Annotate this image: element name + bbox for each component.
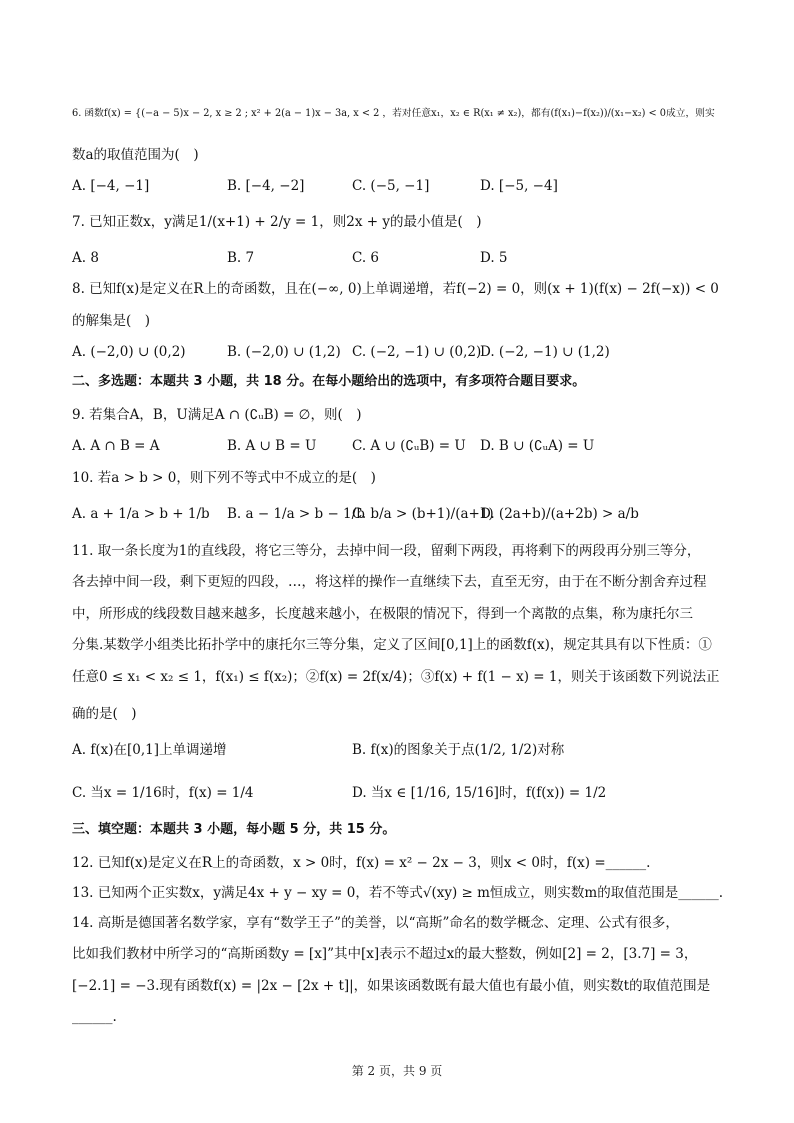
q14-line1: 14. 高斯是德国著名数学家，享有“数学王子”的美誉，以“高斯”命名的数学概念、定理、公式有很多， (72, 915, 679, 931)
q9-option-d: D. B ∪ (∁ᵤA) = U (480, 438, 595, 454)
q12-line: 12. 已知f(x)是定义在R上的奇函数，x > 0时，f(x) = x² − 2x − 3，则x < 0时，f(x) =______. (72, 855, 651, 871)
q9-option-b: B. A ∪ B = U (227, 438, 317, 454)
q14-line2: 比如我们教材中所学习的“高斯函数y = [x]”其中[x]表示不超过x的最大整数，例如[2] = 2，[3.7] = 3， (72, 946, 698, 962)
q14-line4: ______. (72, 1009, 117, 1025)
q10-option-b: B. a − 1/a > b − 1/b (227, 506, 365, 522)
q14-line3: [−2.1] = −3.现有函数f(x) = |2x − [2x + t]|，如果该函数既有最大值也有最小值，则实数t的取值范围是 (72, 978, 711, 994)
q13-line: 13. 已知两个正实数x，y满足4x + y − xy = 0，若不等式√(xy) ≥ m恒成立，则实数m的取值范围是______. (72, 885, 724, 901)
q7-option-a: A. 8 (72, 250, 99, 266)
q7-option-d: D. 5 (480, 250, 508, 266)
q11-option-d: D. 当x ∈ [1/16, 15/16]时，f(f(x)) = 1/2 (352, 785, 607, 801)
q6-option-d: D. [−5, −4] (480, 178, 558, 194)
q6-line2: 数a的取值范围为( ) (72, 147, 199, 163)
q7-option-c: C. 6 (352, 250, 380, 266)
q11-option-a: A. f(x)在[0,1]上单调递增 (72, 742, 227, 758)
q11-line2: 各去掉中间一段，剩下更短的四段，…，将这样的操作一直继续下去，直至无穷，由于在不断分割舍弃过程 (72, 574, 707, 590)
q11-line4: 分集.某数学小组类比拓扑学中的康托尔三等分集，定义了区间[0,1]上的函数f(x)，规定其具有以下性质：① (72, 637, 712, 653)
q8-line2: 的解集是( ) (72, 313, 151, 329)
q10-line1: 10. 若a > b > 0，则下列不等式中不成立的是( ) (72, 470, 376, 486)
q6-option-a: A. [−4, −1] (72, 178, 150, 194)
q8-option-d: D. (−2, −1) ∪ (1,2) (480, 344, 610, 360)
q9-line1: 9. 若集合A，B，U满足A ∩ (∁ᵤB) = ∅，则( ) (72, 407, 362, 423)
q11-line5: 任意0 ≤ x₁ < x₂ ≤ 1，f(x₁) ≤ f(x₂)；②f(x) = 2f(x/4)；③f(x) + f(1 − x) = 1，则关于该函数下列说法正 (72, 669, 720, 685)
q8-line1: 8. 已知f(x)是定义在R上的奇函数，且在(−∞, 0)上单调递增，若f(−2) = 0，则(x + 1)(f(x) − 2f(−x)) < 0 (72, 281, 719, 297)
section-3-heading: 三、填空题：本题共 3 小题，每小题 5 分，共 15 分。 (72, 822, 396, 837)
q11-line3: 中，所形成的线段数目越来越多，长度越来越小，在极限的情况下，得到一个离散的点集，称为康托尔三 (72, 606, 693, 622)
q11-line6: 确的是( ) (72, 706, 137, 722)
q10-option-c: C. b/a > (b+1)/(a+1) (352, 506, 494, 522)
q10-option-a: A. a + 1/a > b + 1/b (72, 506, 210, 522)
section-2-heading: 二、多选题：本题共 3 小题，共 18 分。在每小题给出的选项中，有多项符合题目要求。 (72, 374, 586, 389)
q11-option-b: B. f(x)的图象关于点(1/2, 1/2)对称 (352, 742, 565, 758)
q8-option-b: B. (−2,0) ∪ (1,2) (227, 344, 341, 360)
q8-option-c: C. (−2, −1) ∪ (0,2) (352, 344, 482, 360)
q9-option-a: A. A ∩ B = A (72, 438, 160, 454)
q11-line1: 11. 取一条长度为1的直线段，将它三等分，去掉中间一段，留剩下两段，再将剩下的两段再分别三等分， (72, 543, 701, 559)
page-footer: 第 2 页，共 9 页 (351, 1064, 443, 1078)
q11-option-c: C. 当x = 1/16时，f(x) = 1/4 (72, 785, 254, 801)
q10-option-d: D. (2a+b)/(a+2b) > a/b (480, 506, 639, 522)
q9-option-c: C. A ∪ (∁ᵤB) = U (352, 438, 466, 454)
q7-option-b: B. 7 (227, 250, 255, 266)
q6-option-b: B. [−4, −2] (227, 178, 305, 194)
q6-line1: 6. 函数f(x) = {(−a − 5)x − 2, x ≥ 2 ; x² + 2(a − 1)x − 3a, x < 2 ，若对任意x₁，x₂ ∈ R(x₁ ≠ x₂)，都有(f(x₁)−f(x₂))/(x₁−x₂) < 0成立，则实 (72, 108, 715, 119)
q7-line1: 7. 已知正数x，y满足1/(x+1) + 2/y = 1，则2x + y的最小值是( ) (72, 214, 482, 230)
q6-option-c: C. (−5, −1] (352, 178, 430, 194)
q8-option-a: A. (−2,0) ∪ (0,2) (72, 344, 186, 360)
